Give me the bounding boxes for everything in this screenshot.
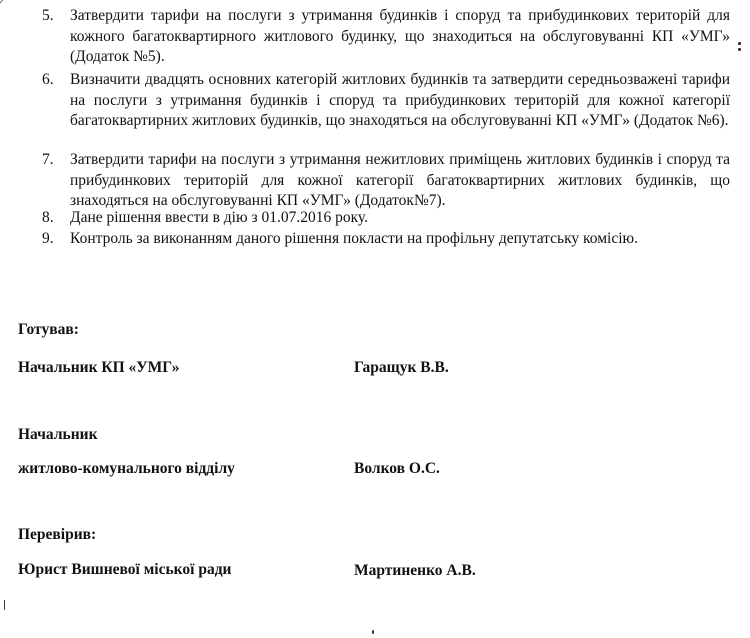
head-umg-name: Гаращук В.В.	[354, 359, 449, 376]
head-housing-position-line1: Начальник	[18, 426, 98, 443]
head-umg-position: Начальник КП «УМГ»	[18, 359, 180, 376]
lawyer-name: Мартиненко А.В.	[354, 562, 476, 579]
item-text: Контроль за виконанням даного рішення покласти на профільну депутатську комісію.	[70, 230, 638, 247]
head-housing-position-line2: житлово-комунального відділу	[18, 460, 235, 477]
head-housing-name: Волков О.С.	[354, 460, 440, 477]
prepared-label: Готував:	[18, 321, 79, 338]
item-number: 7.	[42, 151, 54, 168]
scan-speck	[4, 600, 5, 610]
scan-speck	[738, 48, 741, 51]
scan-speck	[372, 630, 374, 634]
item-text: Дане рішення ввести в дію з 01.07.2016 року.	[70, 209, 368, 226]
scan-corner-mark	[0, 0, 3, 40]
item-number: 8.	[42, 209, 54, 226]
item-number: 9.	[42, 230, 54, 247]
scan-speck	[738, 42, 741, 45]
item-number: 5.	[42, 7, 54, 24]
item-number: 6.	[42, 71, 54, 88]
checked-label: Перевірив:	[18, 526, 97, 543]
item-text: Затвердити тарифи на послуги з утримання нежитлових приміщень житлових будинків і споруд та прибудинкових територій для кожної категорії багатоквартирних житлових будинків, що знаходяться на обслуговуванні КП «УМГ» (Додаток№7).	[70, 151, 730, 209]
lawyer-position: Юрист Вишневої міської ради	[18, 561, 232, 578]
item-text: Визначити двадцять основних категорій житлових будинків та затвердити середньозважені тарифи на послуги з утримання будинків і споруд та прибудинкових територій для кожної категорії багатоквартирних житлових будинків, що знаходяться на обслуговуванні КП «УМГ» (Додаток №6).	[70, 71, 730, 129]
item-text: Затвердити тарифи на послуги з утримання будинків і споруд та прибудинкових територій для кожного багатоквартирного житлового будинку, що знаходиться на обслуговуванні КП «УМГ» (Додаток №5).	[70, 7, 730, 65]
